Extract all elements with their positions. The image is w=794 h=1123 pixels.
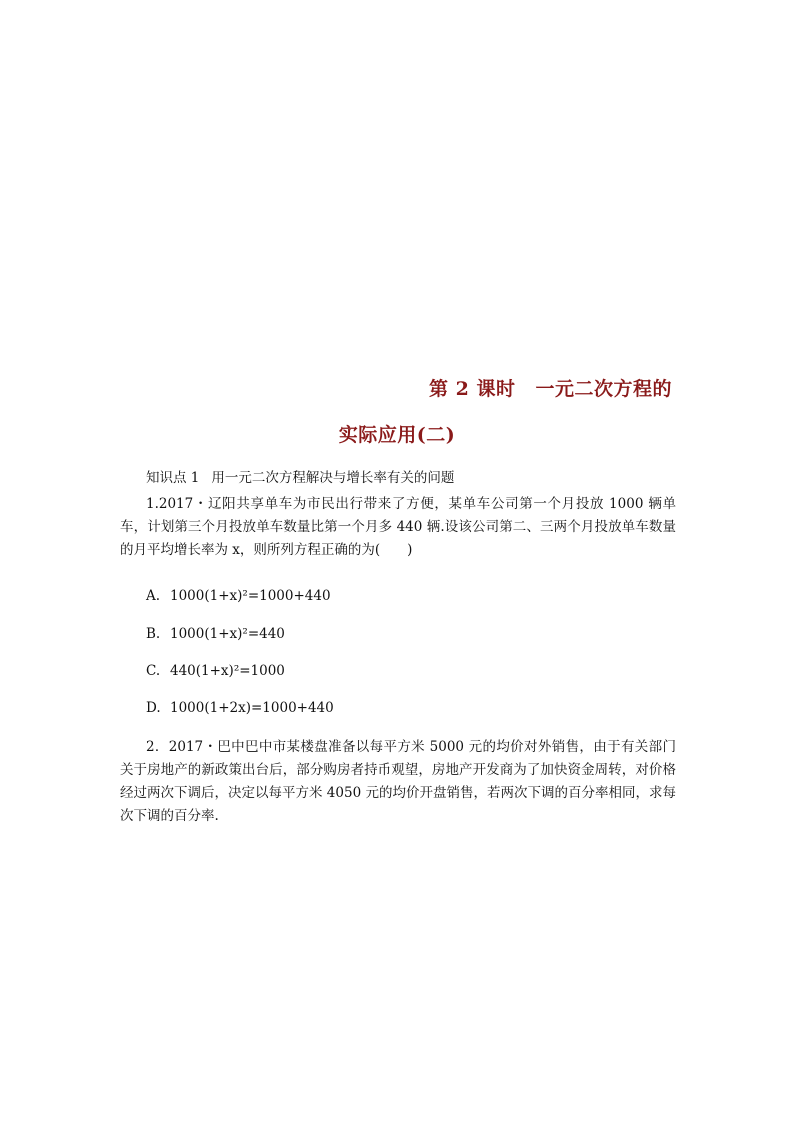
option-letter: B. <box>146 626 161 642</box>
lesson-topic-part1: 一元二次方程的 <box>535 378 672 400</box>
option-letter: C. <box>146 663 161 679</box>
option-letter: D. <box>146 700 161 716</box>
knowledge-point-heading <box>146 466 454 486</box>
question-1-stem: 1.2017・辽阳共享单车为市民出行带来了方便，某单车公司第一个月投放 1000 辆单车，计划第三个月投放单车数量比第一个月多 440 辆.设该公司第二、三两个月投放单车数量的月平均增长率为 x，则所列方程正确的为( ) <box>120 496 676 558</box>
option-text: 1000(1+x)²=1000+440 <box>170 588 331 604</box>
question-1-option-d <box>146 700 334 716</box>
option-text: 1000(1+2x)=1000+440 <box>170 700 334 716</box>
question-2-stem: 2．2017・巴中巴中市某楼盘准备以每平方米 5000 元的均价对外销售，由于有关部门关于房地产的新政策出台后，部分购房者持币观望，房地产开发商为了加快资金周转，对价格经过两次下调后，决定以每平方米 4050 元的均价开盘销售，若两次下调的百分率相同，求每次下调的百分率. <box>120 739 676 824</box>
lesson-title <box>429 374 672 401</box>
option-letter: A. <box>146 588 161 604</box>
lesson-number: 第 2 课时 <box>429 378 516 400</box>
lesson-topic-part2: 实际应用(二) <box>338 424 456 446</box>
knowledge-point-text: 用一元二次方程解决与增长率有关的问题 <box>211 470 455 486</box>
option-text: 1000(1+x)²=440 <box>170 626 285 642</box>
option-text: 440(1+x)²=1000 <box>170 663 285 679</box>
question-1-option-c <box>146 663 285 679</box>
knowledge-point-label: 知识点 1 <box>146 470 200 486</box>
question-1-option-a <box>146 588 331 604</box>
question-1-option-b <box>146 626 285 642</box>
